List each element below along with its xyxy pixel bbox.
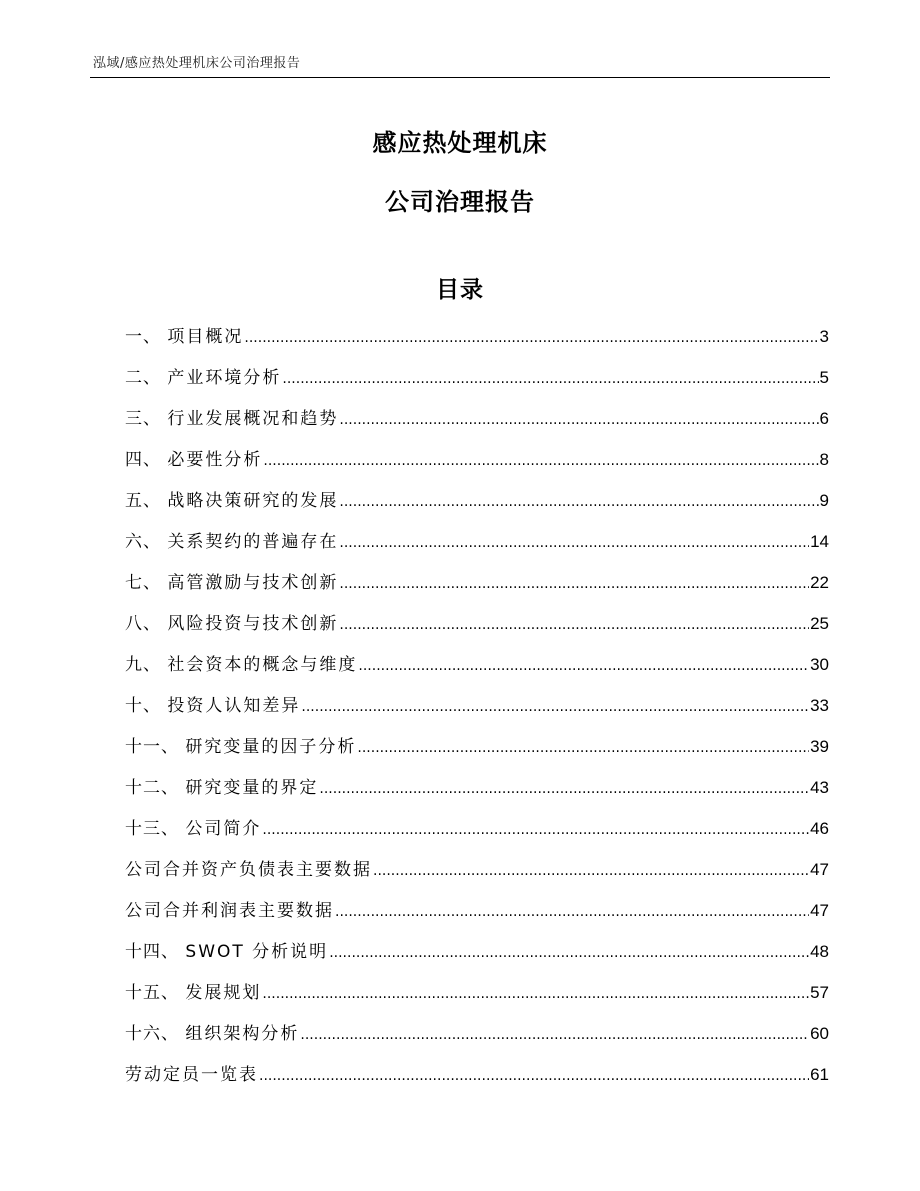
toc-entry[interactable] [125, 980, 829, 1021]
toc-entry-number: 六、 [125, 532, 168, 552]
toc-entry-label: 研究变量的界定 [185, 778, 319, 798]
toc-dot-leader [262, 817, 809, 843]
toc-entry[interactable] [125, 775, 829, 816]
toc-entry[interactable] [125, 324, 829, 365]
toc-entry-page: 57 [810, 983, 829, 1002]
toc-entry-page: 30 [810, 655, 829, 674]
toc-entry-page: 14 [810, 532, 829, 551]
toc-entry[interactable] [125, 611, 829, 652]
toc-entry-number: 五、 [125, 491, 168, 511]
toc-dot-leader [329, 940, 809, 966]
toc-entry-page: 6 [819, 409, 829, 428]
toc-entry[interactable] [125, 1021, 829, 1062]
toc-entry-number: 二、 [125, 368, 168, 388]
toc-entry-number: 一、 [125, 327, 168, 347]
toc-entry-number: 十五、 [125, 983, 186, 1003]
toc-entry-number: 七、 [125, 573, 168, 593]
toc-entry[interactable] [125, 857, 829, 898]
toc-entry-label: 战略决策研究的发展 [167, 491, 339, 511]
toc-entry[interactable] [125, 406, 829, 447]
toc-entry-label: 产业环境分析 [167, 368, 282, 388]
toc-dot-leader [259, 1063, 809, 1089]
toc-entry-number: 十四、 [125, 942, 186, 962]
toc-dot-leader [339, 571, 809, 597]
toc-heading: 目录 [436, 277, 484, 303]
toc-entry-label: 公司简介 [185, 819, 262, 839]
toc-entry-page: 5 [819, 368, 829, 387]
toc-entry-number: 八、 [125, 614, 168, 634]
toc-entry-number: 九、 [125, 655, 168, 675]
document-title-line-2: 公司治理报告 [385, 188, 535, 216]
toc-dot-leader [301, 694, 809, 720]
toc-dot-leader [282, 366, 818, 392]
toc-entry[interactable] [125, 693, 829, 734]
toc-entry-page: 9 [819, 491, 829, 510]
toc-entry[interactable] [125, 816, 829, 857]
toc-entry-number: 十一、 [125, 737, 186, 757]
toc-entry-label: 行业发展概况和趋势 [167, 409, 339, 429]
toc-entry-label: 高管激励与技术创新 [167, 573, 339, 593]
toc-entry-page: 25 [810, 614, 829, 633]
toc-entry-label: 必要性分析 [167, 450, 263, 470]
toc-entry[interactable] [125, 734, 829, 775]
toc-dot-leader [263, 448, 818, 474]
toc-dot-leader [262, 981, 809, 1007]
toc-entry-page: 43 [810, 778, 829, 797]
toc-entry[interactable] [125, 447, 829, 488]
toc-entry[interactable] [125, 1062, 829, 1103]
toc-dot-leader [244, 325, 818, 351]
toc-entry[interactable] [125, 529, 829, 570]
toc-entry[interactable] [125, 898, 829, 939]
toc-dot-leader [339, 530, 809, 556]
toc-dot-leader [339, 407, 818, 433]
toc-entry-page: 47 [810, 901, 829, 920]
toc-dot-leader [339, 489, 818, 515]
toc-dot-leader [339, 612, 809, 638]
toc-entry-label: 关系契约的普遍存在 [167, 532, 339, 552]
toc-entry-label: SWOT 分析说明 [185, 942, 329, 962]
toc-dot-leader [373, 858, 809, 884]
toc-entry-number: 三、 [125, 409, 168, 429]
header-divider [90, 77, 830, 78]
toc-entry-page: 39 [810, 737, 829, 756]
toc-entry-number: 十、 [125, 696, 168, 716]
toc-entry-page: 3 [819, 327, 829, 346]
toc-entry[interactable] [125, 570, 829, 611]
toc-entry-number: 十三、 [125, 819, 186, 839]
table-of-contents [125, 324, 829, 1103]
toc-entry-label: 组织架构分析 [185, 1024, 300, 1044]
toc-entry-label: 社会资本的概念与维度 [167, 655, 358, 675]
toc-dot-leader [358, 653, 809, 679]
document-title-line-1: 感应热处理机床 [372, 129, 548, 157]
toc-entry-page: 46 [810, 819, 829, 838]
toc-entry-label: 公司合并资产负债表主要数据 [125, 860, 372, 880]
toc-entry-label: 风险投资与技术创新 [167, 614, 339, 634]
running-header: 泓域/感应热处理机床公司治理报告 [93, 56, 301, 71]
toc-entry-page: 22 [810, 573, 829, 592]
toc-entry-number: 十二、 [125, 778, 186, 798]
toc-entry-label: 研究变量的因子分析 [185, 737, 357, 757]
toc-entry-page: 47 [810, 860, 829, 879]
toc-entry-page: 61 [810, 1065, 829, 1084]
toc-entry-label: 项目概况 [167, 327, 244, 347]
toc-entry-page: 60 [810, 1024, 829, 1043]
toc-dot-leader [335, 899, 809, 925]
toc-entry-label: 公司合并利润表主要数据 [125, 901, 334, 921]
toc-entry-label: 劳动定员一览表 [125, 1065, 258, 1085]
toc-dot-leader [357, 735, 809, 761]
toc-entry-label: 发展规划 [185, 983, 262, 1003]
toc-dot-leader [319, 776, 809, 802]
toc-entry-number: 十六、 [125, 1024, 186, 1044]
toc-entry-label: 投资人认知差异 [167, 696, 301, 716]
toc-entry[interactable] [125, 939, 829, 980]
toc-entry-page: 8 [819, 450, 829, 469]
toc-entry-page: 33 [810, 696, 829, 715]
toc-entry-number: 四、 [125, 450, 168, 470]
toc-entry[interactable] [125, 652, 829, 693]
toc-dot-leader [300, 1022, 809, 1048]
toc-entry[interactable] [125, 488, 829, 529]
toc-entry-page: 48 [810, 942, 829, 961]
toc-entry[interactable] [125, 365, 829, 406]
